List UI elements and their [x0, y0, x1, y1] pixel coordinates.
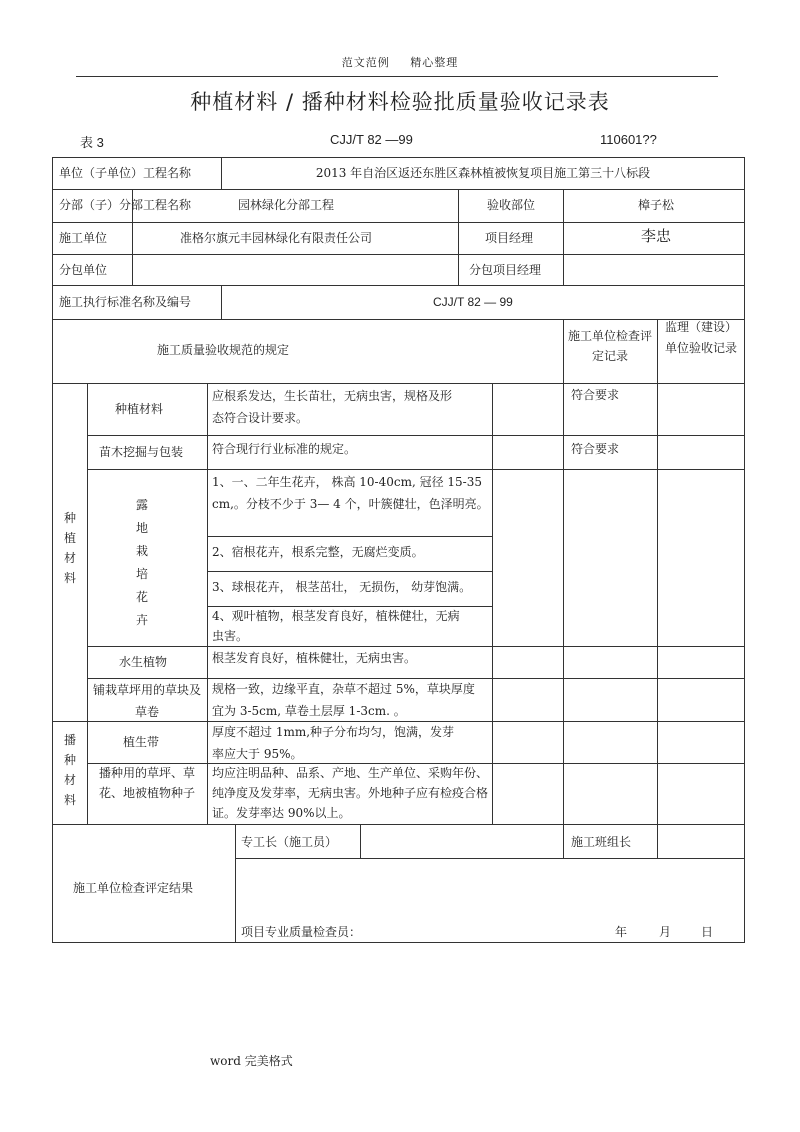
project-manager-value: 李忠 [641, 228, 672, 245]
page-header [0, 54, 800, 70]
spec-header: 施工质量验收规范的规定 [157, 343, 290, 357]
header-rule [76, 76, 718, 77]
record-code: 110601?? [600, 132, 657, 147]
inspection-table [52, 157, 745, 943]
turf-name: 铺栽草坪用的草块及草卷 [92, 683, 201, 719]
contractor-label: 施工单位 [59, 231, 108, 245]
sub-project-value: 园林绿化分部工程 [238, 198, 335, 212]
seed-name: 播种用的草坪、草花、地被植物种子 [98, 766, 195, 800]
contractor-result-label: 施工单位检查评定结果 [73, 881, 194, 895]
digging-packing-text: 符合现行行业标准的规定。 [212, 442, 357, 456]
contractor-value: 准格尔旗元丰园林绿化有限责任公司 [180, 231, 373, 245]
foreman-label: 专工长（施工员） [241, 835, 338, 849]
seeding-group-label: 播种材料 [63, 733, 76, 807]
flowers-item-2: 2、宿根花卉，根系完整，无腐烂变质。 [212, 545, 424, 559]
standard-value: CJJ/T 82 — 99 [433, 295, 513, 309]
project-manager-label: 项目经理 [485, 231, 534, 245]
contractor-check-header: 施工单位检查评定记录 [567, 329, 652, 363]
flowers-item-1: 1、一、二年生花卉， 株高 10-40cm, 冠径 15-35 cm,。分枝不少于 3— 4 个，叶簇健壮，色泽明亮。 [212, 475, 489, 511]
unit-name-label: 单位（子单位）工程名称 [59, 166, 192, 180]
date-year: 年 [615, 925, 628, 939]
seed-text: 均应注明品种、品系、产地、生产单位、采购年份、纯净度及发芽率，无病虫害。外地种子应有检疫合格证。发芽率达 90%以上。 [212, 766, 489, 820]
planting-material-name: 种植材料 [115, 402, 164, 416]
subcontractor-label: 分包单位 [59, 263, 108, 277]
standard-code: CJJ/T 82 —99 [330, 132, 413, 147]
turf-text: 规格一致，边缘平直，杂草不超过 5%，草块厚度宜为 3-5cm, 草卷土层厚 1-3cm. 。 [212, 682, 475, 718]
subcontractor-pm-label: 分包项目经理 [469, 263, 542, 277]
table-number: 表 3 [80, 135, 104, 150]
quality-inspector-label: 项目专业质量检查员： [241, 925, 362, 939]
flowers-item-3: 3、球根花卉， 根茎茁壮， 无损伤， 幼芽饱满。 [212, 580, 472, 594]
header-left: 范文范例 [341, 56, 390, 69]
unit-name-value: 2013 年自治区返还东胜区森林植被恢复项目施工第三十八标段 [315, 166, 651, 180]
planting-group-label: 种植材料 [63, 511, 76, 585]
planting-material-text: 应根系发达，生长苗壮，无病虫害，规格及形态符合设计要求。 [212, 389, 453, 425]
team-leader-label: 施工班组长 [571, 835, 632, 849]
seed-belt-text: 厚度不超过 1mm,种子分布均匀，饱满，发芽率应大于 95%。 [212, 725, 455, 761]
standard-label: 施工执行标准名称及编号 [59, 295, 192, 309]
page-footer: word 完美格式 [210, 1054, 293, 1068]
date-month: 月 [659, 925, 672, 939]
aquatic-plants-text: 根茎发育良好，植株健壮，无病虫害。 [212, 651, 417, 665]
header-right: 精心整理 [410, 56, 459, 69]
digging-packing-name: 苗木挖掘与包装 [99, 445, 184, 459]
flowers-item-4: 4、观叶植物，根茎发育良好，植株健壮，无病虫害。 [212, 609, 460, 643]
date-day: 日 [701, 925, 714, 939]
accept-part-value: 樟子松 [638, 198, 675, 212]
aquatic-plants-name: 水生植物 [119, 655, 168, 669]
seed-belt-name: 植生带 [123, 735, 160, 749]
open-field-flowers-label: 露地栽培花卉 [135, 498, 148, 627]
planting-material-result: 符合要求 [571, 388, 620, 402]
digging-packing-result: 符合要求 [571, 442, 620, 456]
supervisor-check-header: 监理（建设）单位验收记录 [664, 320, 737, 355]
accept-part-label: 验收部位 [487, 198, 536, 212]
sub-project-label: 分部（子）分部工程名称 [59, 198, 192, 212]
page-title: 种植材料 / 播种材料检验批质量验收记录表 [190, 90, 610, 114]
